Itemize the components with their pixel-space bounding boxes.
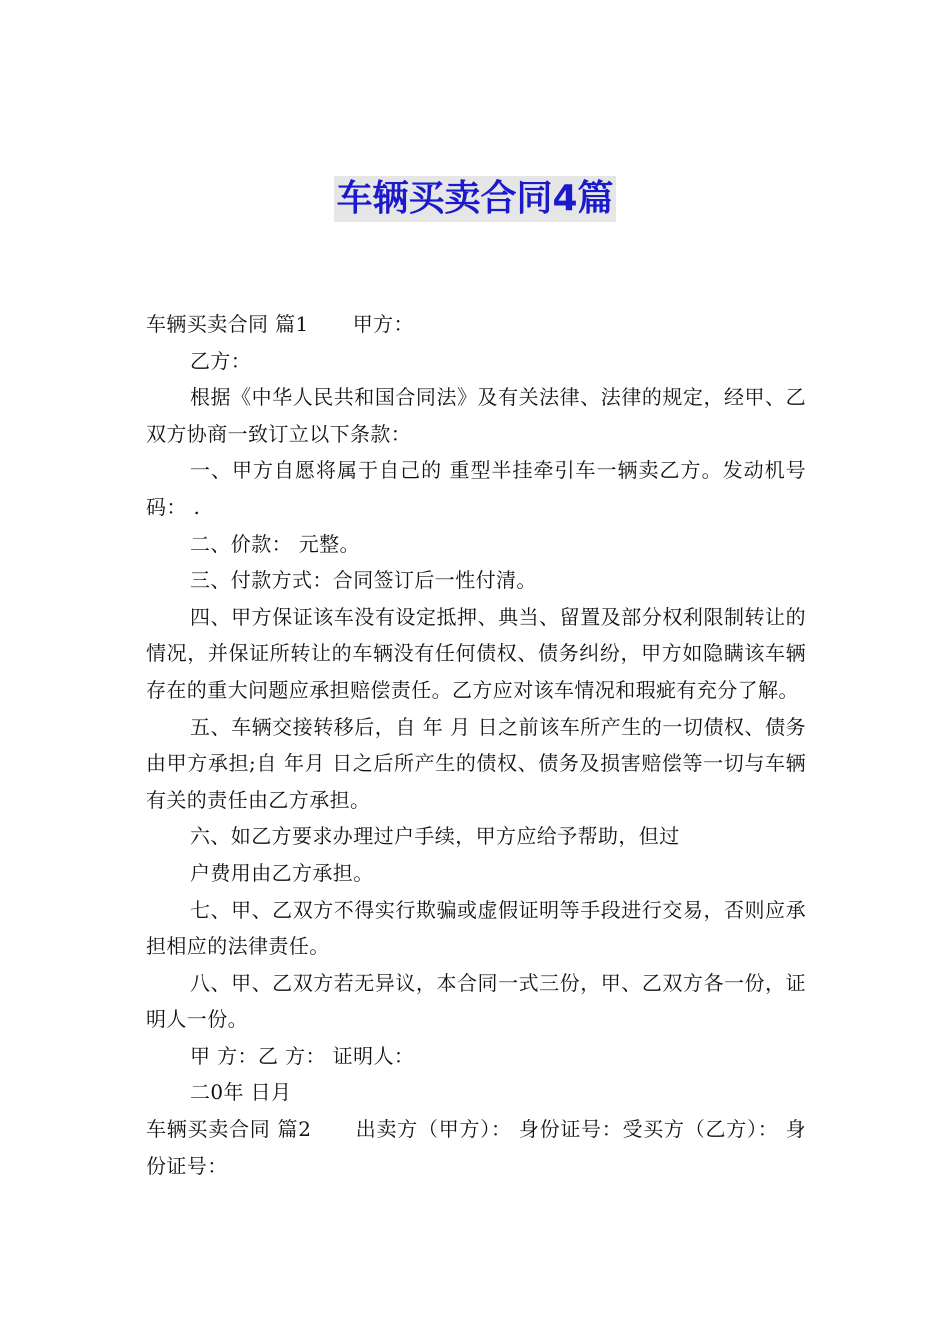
section1-heading-line <box>146 306 806 343</box>
clause-4: 四、甲方保证该车没有设定抵押、典当、留置及部分权利限制转让的情况，并保证所转让的车辆没有任何债权、债务纠纷，甲方如隐瞒该车辆存在的重大问题应承担赔偿责任。乙方应对该车情况和瑕疵有充分了解。 <box>146 604 806 702</box>
clause-5: 五、车辆交接转移后，自 年 月 日之前该车所产生的一切债权、债务由甲方承担;自 年月 日之后所产生的债权、债务及损害赔偿等一切与车辆有关的责任由乙方承担。 <box>146 714 806 812</box>
document-body <box>146 306 806 1184</box>
clause-1: 一、甲方自愿将属于自己的 重型半挂牵引车一辆卖乙方。发动机号码： . <box>146 458 806 519</box>
clause-8: 八、甲、乙双方若无异议，本合同一式三份，甲、乙双方各一份，证明人一份。 <box>146 970 806 1032</box>
clause-2: 二、价款： 元整。 <box>190 531 360 556</box>
document-title: 车辆买卖合同4篇 <box>334 176 615 222</box>
title-container <box>0 176 950 222</box>
signature-line: 甲 方：乙 方： 证明人： <box>190 1043 415 1068</box>
clause-6: 六、如乙方要求办理过户手续，甲方应给予帮助，但过 <box>190 824 680 849</box>
section1-heading: 车辆买卖合同 篇1 <box>146 312 309 336</box>
section2-parties: 出卖方（甲方）： 身份证号：受买方（乙方）： 身份证号： <box>146 1117 806 1178</box>
clause-preamble: 根据《中华人民共和国合同法》及有关法律、法律的规定，经甲、乙双方协商一致订立以下条款： <box>146 385 806 446</box>
section2-heading: 车辆买卖合同 篇2 <box>146 1117 312 1142</box>
party-b-label: 乙方： <box>190 348 252 373</box>
clause-3: 三、付款方式：合同签订后一性付清。 <box>190 568 537 593</box>
section2-intro <box>146 1111 806 1184</box>
clause-6-continued: 户费用由乙方承担。 <box>190 860 374 885</box>
clause-7: 七、甲、乙双方不得实行欺骗或虚假证明等手段进行交易，否则应承担相应的法律责任。 <box>146 897 806 959</box>
date-line: 二0年 日月 <box>190 1080 292 1105</box>
party-a-label: 甲方： <box>352 312 414 336</box>
